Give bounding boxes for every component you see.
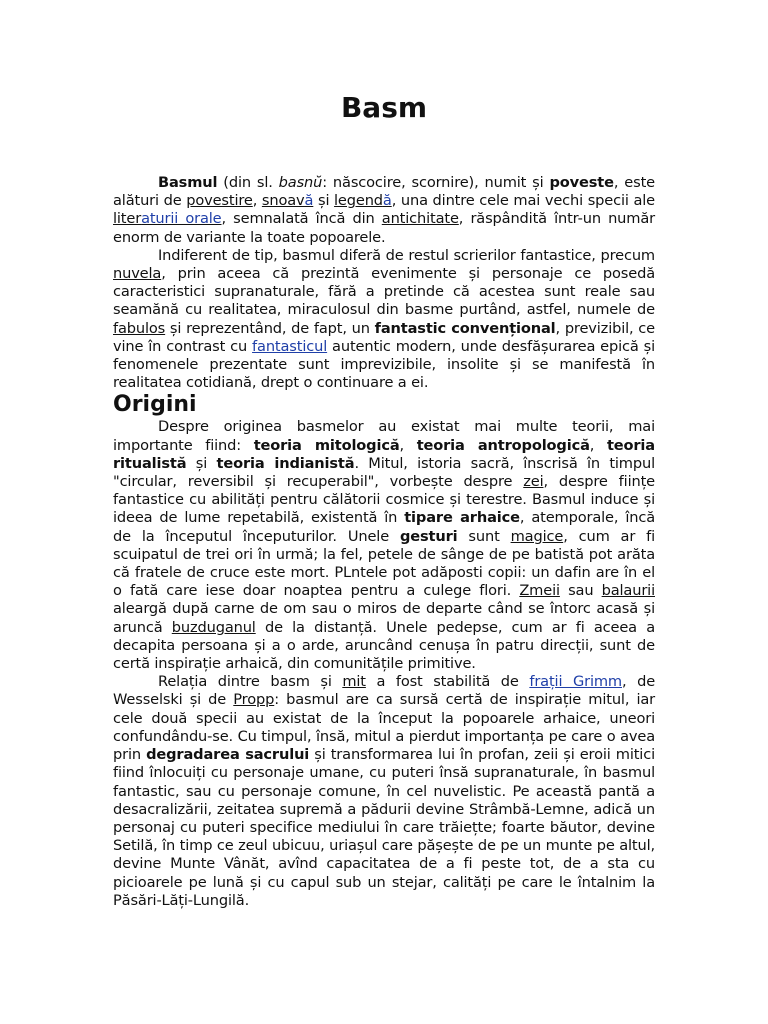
page-title: Basm (340, 91, 428, 124)
link-legenda[interactable]: legendă (334, 192, 392, 210)
link-fantasticul[interactable]: fantasticul (252, 337, 328, 355)
link-zmeii[interactable]: Zmeii (519, 582, 560, 600)
term-basnu: basnŭ (278, 174, 323, 191)
term-teoria-antropologica: teoria antropologică (416, 436, 590, 454)
link-antichitate[interactable]: antichitate (381, 210, 459, 228)
term-gesturi: gesturi (399, 527, 458, 545)
term-teoria-indianista: teoria indianistă (216, 454, 355, 472)
link-balaurii[interactable]: balaurii (601, 582, 655, 600)
term-basmul: Basmul (158, 174, 218, 191)
intro-paragraph: Basmul (din sl. basnŭ: născocire, scornire), numit și poveste, este alături de povestire, snoavă și legendă, una dintre cele mai vechi specii ale literaturii orale, semnalată încă din antichitate, răspândită într-un număr enorm de variante la toate popoarele. (113, 174, 655, 246)
paragraph-teorii: Despre originea basmelor au existat mai multe teorii, mai importante fiind: teoria mitologică, teoria antropologică, teoria ritualistă și teoria indianistă. Mitul, istoria sacră, înscrisă în timpul "circular, reversibil și recuperabil", vorbește despre zei, despre ființe fantastice cu abilități pentru călătorii cosmice și terestre. Basmul induce și ideea de lume repetabilă, existentă în tipare arhaice, atemporale, încă de la începutul începuturilor. Unele gesturi sunt magice, cum ar fi scuipatul de trei ori în urmă; la fel, petele de sânge de pe batistă pot arăta că fratele de cruce este mort. PLntele pot adăposti copii: un dafin are în el o fată care iese doar noaptea pentru a culege flori. Zmeii sau balaurii aleargă după carne de om sau o miros de departe când se întorc acasă și aruncă buzduganul de la distanță. Unele pedepse, cum ar fi aceea a decapita persoana și a o arde, aruncând cenușa în patru direcții, sunt de certă inspirație arhaică, din comunitățile primitive. (113, 418, 656, 673)
link-magice[interactable]: magice (510, 527, 564, 545)
link-fabulos[interactable]: fabulos (113, 319, 166, 337)
paragraph-fantastic: Indiferent de tip, basmul diferă de restul scrierilor fantastice, precum nuvela, prin aceea că prezintă evenimente și personaje ce posedă caracteristici supranaturale, fără a pretinde că acestea sunt reale sau seamănă cu realitatea, miraculosul din basme purtând, astfel, numele de fabulos și reprezentând, de fapt, un fantastic convențional, previzibil, ce vine în contrast cu fantasticul autentic modern, unde desfășurarea epică și fenomenele prezentate sunt imprevizibile, insolite și se manifestă în realitatea cotidiană, drept o continuare a ei. (113, 246, 655, 392)
link-povestire[interactable]: povestire (186, 192, 253, 210)
term-degradarea-sacrului: degradarea sacrului (146, 746, 310, 764)
link-fratii-grimm[interactable]: frații Grimm (529, 673, 622, 691)
term-poveste: poveste (549, 174, 614, 191)
term-fantastic-conventional: fantastic convențional (374, 319, 556, 337)
link-zei[interactable]: zei (523, 473, 544, 491)
term-teoria-mitologica: teoria mitologică (253, 436, 400, 454)
term-tipare-arhaice: tipare arhaice (404, 509, 520, 527)
link-snoava[interactable]: snoavă (261, 192, 314, 210)
link-nuvela[interactable]: nuvela (113, 265, 162, 283)
link-mit[interactable]: mit (342, 673, 366, 691)
link-literaturii-orale[interactable]: literaturii orale (113, 210, 222, 228)
link-buzduganul[interactable]: buzduganul (171, 618, 256, 636)
link-propp[interactable]: Propp (233, 691, 275, 709)
section-heading-origini: Origini (113, 392, 197, 418)
term-teoria-ritualista: teoria ritualistă (113, 436, 655, 472)
paragraph-mit: Relația dintre basm și mit a fost stabilită de frații Grimm, de Wesselski și de Propp: basmul are ca sursă certă de inspirație mitul, iar cele două specii au existat de la început la popoarele arhaice, uneori confundându-se. Cu timpul, însă, mitul a pierdut importanța pe care o avea prin degradarea sacrului și transformarea lui în profan, zeii și eroii mitici fiind înlocuiți cu personaje umane, cu puteri însă supranaturale, în basmul fantastic, sau cu personaje comune, în cel nuvelistic. Pe această pantă a desacralizării, zeitatea supremă a pădurii devine Strâmbă-Lemne, adică un personaj cu puteri specifice mediului în care trăiețte; foarte băutor, devine Setilă, în timp ce zeul ubicuu, uriașul care pășește de pe un munte pe altul, devine Munte Vânăt, avînd capacitatea de a fi peste tot, de a sta cu picioarele pe lună și cu capul sub un stejar, calități pe care le întalnim la Păsări-Lăți-Lungilă. (113, 673, 656, 909)
